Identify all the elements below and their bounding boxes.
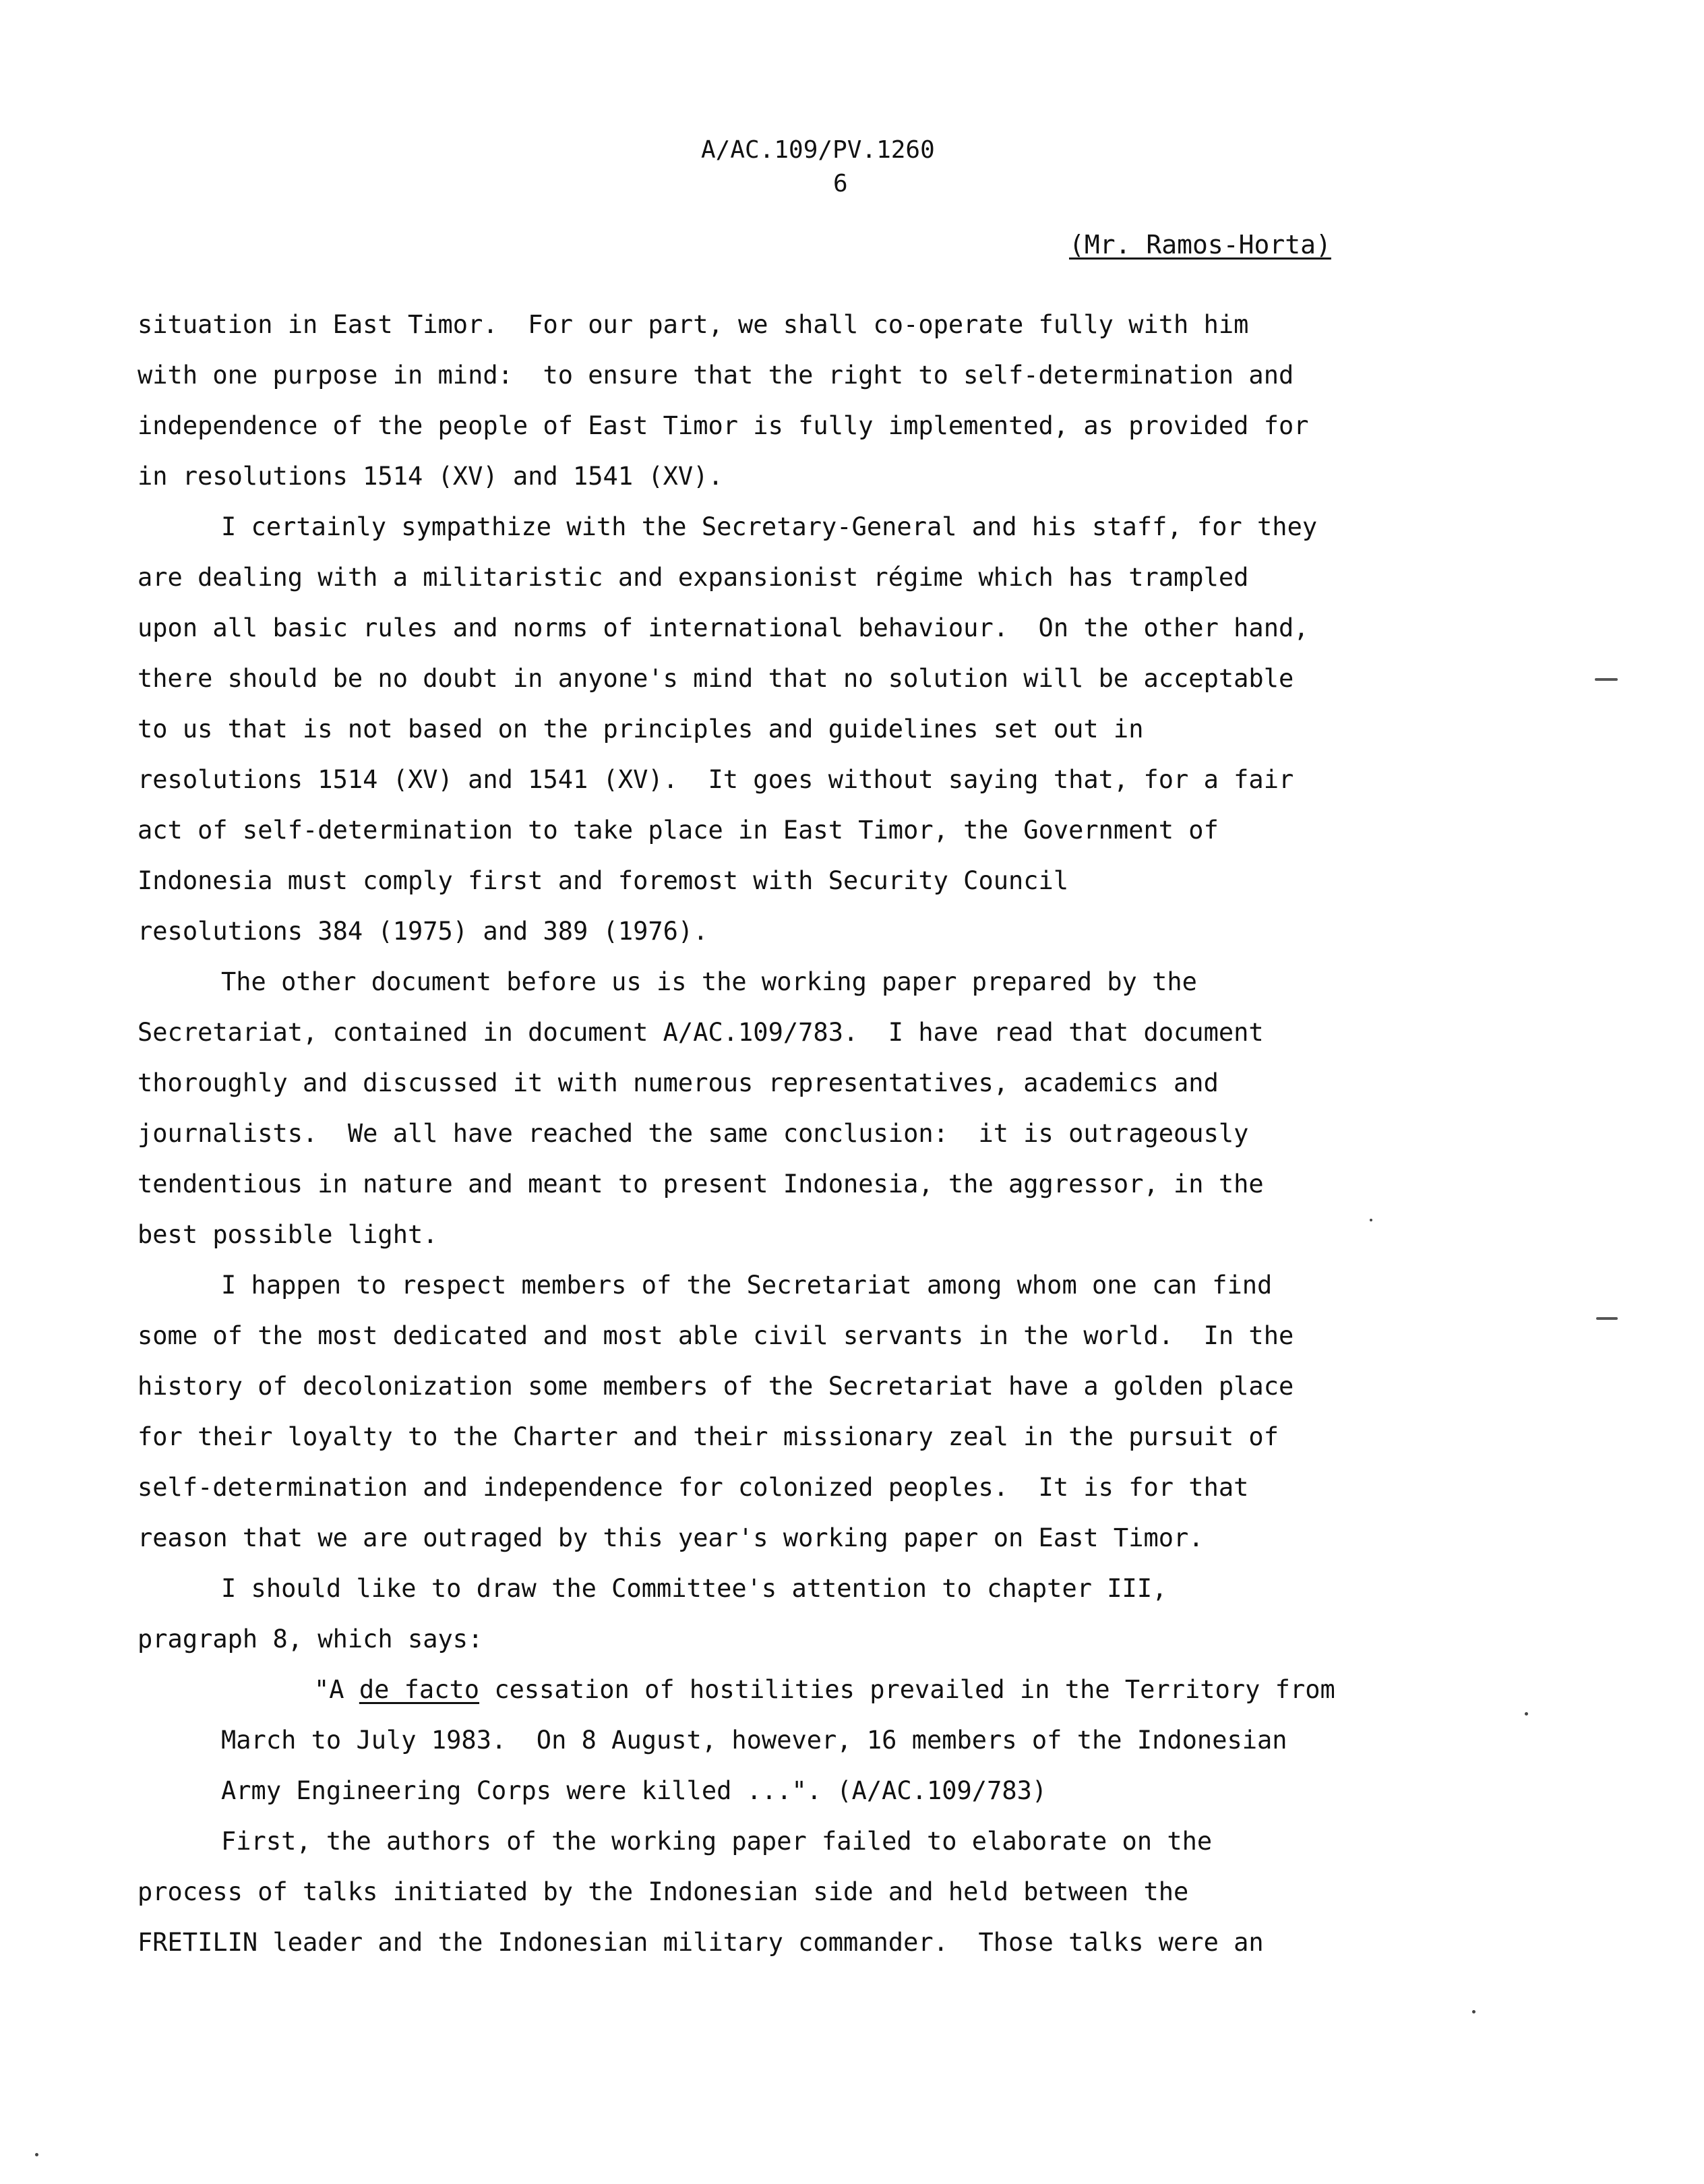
document-symbol: A/AC.109/PV.1260: [701, 136, 935, 164]
margin-scan-mark: [1596, 1317, 1618, 1320]
paragraph-start-line: First, the authors of the working paper failed to elaborate on the: [221, 1827, 1213, 1856]
text-line: situation in East Timor. For our part, we shall co-operate fully with him: [138, 310, 1249, 339]
text-line: for their loyalty to the Charter and their missionary zeal in the pursuit of: [138, 1422, 1279, 1451]
text-line: Indonesia must comply first and foremost with Security Council: [138, 866, 1069, 895]
text-line: resolutions 384 (1975) and 389 (1976).: [138, 917, 708, 946]
text-line: reason that we are outraged by this year's working paper on East Timor.: [138, 1523, 1204, 1552]
paragraph-start-line: The other document before us is the working paper prepared by the: [221, 967, 1197, 996]
speaker-attribution: [1069, 229, 1331, 260]
text-line: there should be no doubt in anyone's mind that no solution will be acceptable: [138, 664, 1294, 693]
text-line: process of talks initiated by the Indonesian side and held between the: [138, 1877, 1189, 1906]
text-line: journalists. We all have reached the same conclusion: it is outrageously: [138, 1119, 1249, 1148]
document-body: [138, 299, 1486, 1968]
margin-scan-mark: [1595, 678, 1618, 681]
quotation-line: March to July 1983. On 8 August, however, 16 members of the Indonesian: [221, 1726, 1287, 1755]
text-line: in resolutions 1514 (XV) and 1541 (XV).: [138, 462, 723, 491]
text-line: are dealing with a militaristic and expansionist régime which has trampled: [138, 563, 1249, 592]
text-line: act of self-determination to take place in East Timor, the Government of: [138, 816, 1219, 845]
paragraph-start-line: I certainly sympathize with the Secretary-General and his staff, for they: [221, 512, 1318, 541]
text-line: pragraph 8, which says:: [138, 1625, 483, 1654]
scan-speck: [1472, 2010, 1475, 2013]
page-number: 6: [833, 170, 848, 198]
quotation-line: [138, 1664, 1486, 1715]
speaker-name: (Mr. Ramos-Horta): [1069, 230, 1331, 260]
text-line: some of the most dedicated and most able civil servants in the world. In the: [138, 1321, 1294, 1350]
text-line: history of decolonization some members of the Secretariat have a golden place: [138, 1372, 1294, 1401]
scan-speck: [1370, 1219, 1372, 1221]
quote-emphasis: de facto: [359, 1675, 480, 1704]
text-line: self-determination and independence for colonized peoples. It is for that: [138, 1473, 1249, 1502]
quotation-line: Army Engineering Corps were killed ...". (A/AC.109/783): [221, 1776, 1047, 1805]
text-line: best possible light.: [138, 1220, 438, 1249]
text-line: independence of the people of East Timor is fully implemented, as provided for: [138, 411, 1309, 440]
text-line: thoroughly and discussed it with numerous representatives, academics and: [138, 1068, 1219, 1097]
text-line: with one purpose in mind: to ensure that the right to self-determination and: [138, 361, 1294, 390]
paragraph-start-line: I happen to respect members of the Secretariat among whom one can find: [221, 1271, 1273, 1300]
scan-speck: [1525, 1712, 1528, 1716]
paragraph-start-line: I should like to draw the Committee's attention to chapter III,: [221, 1574, 1167, 1603]
text-line: tendentious in nature and meant to present Indonesia, the aggressor, in the: [138, 1170, 1264, 1199]
text-line: Secretariat, contained in document A/AC.109/783. I have read that document: [138, 1018, 1264, 1047]
quote-rest: cessation of hostilities prevailed in the Territory from: [479, 1675, 1335, 1704]
text-line: upon all basic rules and norms of international behaviour. On the other hand,: [138, 613, 1309, 642]
text-line: FRETILIN leader and the Indonesian military commander. Those talks were an: [138, 1928, 1264, 1957]
quote-open: "A: [314, 1675, 359, 1704]
page-header: [701, 133, 984, 201]
text-line: to us that is not based on the principles and guidelines set out in: [138, 715, 1144, 744]
scan-speck: [35, 2153, 38, 2156]
text-line: resolutions 1514 (XV) and 1541 (XV). It goes without saying that, for a fair: [138, 765, 1294, 794]
